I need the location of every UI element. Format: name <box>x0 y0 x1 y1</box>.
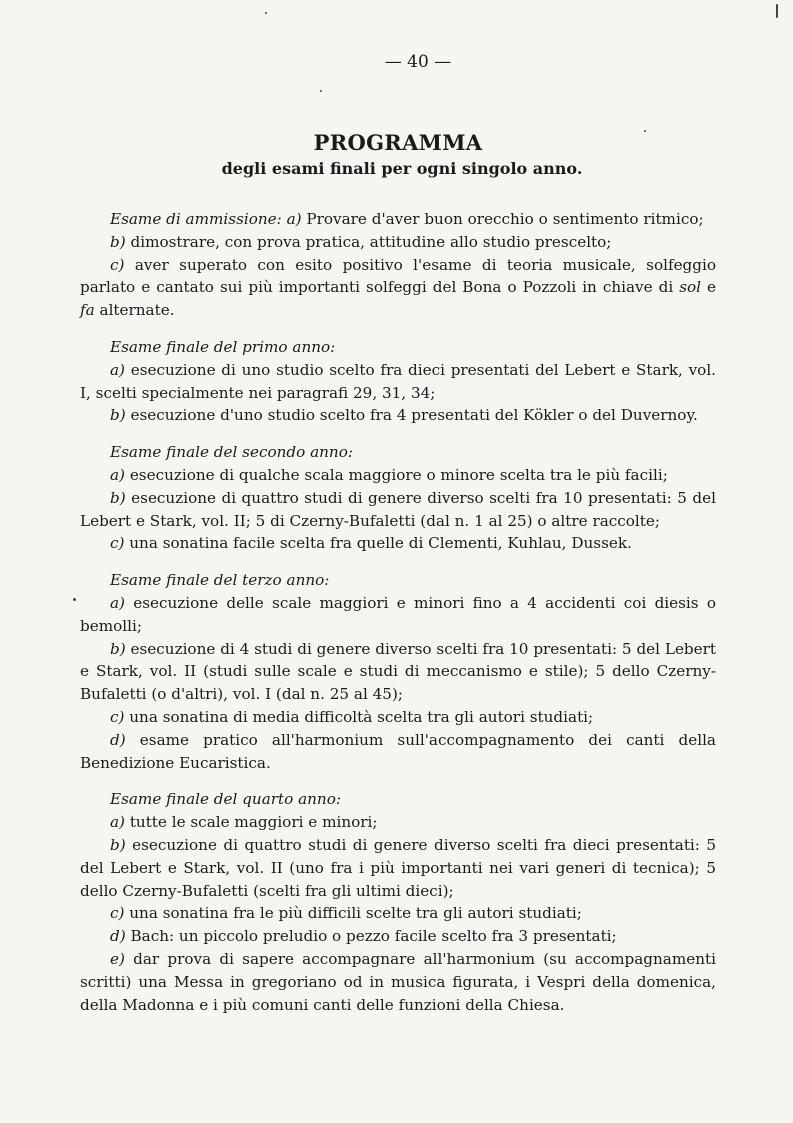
item-text: Bach: un piccolo preludio o pezzo facile scelto fra 3 presentati; <box>130 927 617 946</box>
item-marker: e) <box>110 949 125 968</box>
item-marker: b) <box>110 232 126 251</box>
item-marker: a) <box>110 593 125 612</box>
scan-speck <box>320 90 322 92</box>
paragraph <box>80 592 716 638</box>
item-emphasis: fa <box>80 301 95 320</box>
item-text: esecuzione di uno studio scelto fra dieci presentati del Lebert e Stark, vol. I, scelti specialmente nei paragrafi 29, 31, 34; <box>80 360 717 402</box>
item-text: dimostrare, con prova pratica, attitudine allo studio prescelto; <box>130 232 612 251</box>
section-label: Esame finale del primo anno: <box>110 337 336 356</box>
item-marker: b) <box>110 406 126 425</box>
item-marker: a) <box>110 813 125 832</box>
paragraph <box>80 464 716 487</box>
paragraph <box>80 706 716 729</box>
item-text: una sonatina di media difficoltà scelta tra gli autori studiati; <box>129 707 594 726</box>
section-primo-anno <box>80 336 716 427</box>
item-text: dar prova di sapere accompagnare all'harmonium (su accompagnamenti scritti) una Messa in gregoriano od in musica figurata, i Vespri della domenica, della Madonna e i più comuni canti delle funzioni della Chiesa. <box>80 949 716 1014</box>
item-marker: a) <box>286 210 302 228</box>
item-text: una sonatina facile scelta fra quelle di Clementi, Kuhlau, Dussek. <box>129 534 632 553</box>
paragraph <box>80 254 716 322</box>
paragraph <box>80 404 716 427</box>
paragraph <box>80 231 716 254</box>
paragraph <box>80 902 716 925</box>
section-heading <box>80 336 716 359</box>
item-marker: c) <box>110 904 125 923</box>
item-marker: d) <box>110 927 126 946</box>
item-text: esecuzione d'uno studio scelto fra 4 presentati del Kökler o del Duvernoy. <box>130 406 698 425</box>
paragraph <box>80 948 716 1016</box>
item-marker: b) <box>110 835 126 854</box>
page-number: — 40 — <box>384 52 452 72</box>
paragraph <box>80 729 716 775</box>
item-marker: c) <box>110 534 125 553</box>
section-heading <box>80 788 716 811</box>
paragraph <box>80 208 716 231</box>
paragraph <box>80 638 716 706</box>
section-label: Esame finale del secondo anno: <box>110 443 353 462</box>
paragraph <box>80 811 716 834</box>
item-text: esecuzione di 4 studi di genere diverso scelti fra 10 presentati: 5 del Lebert e Stark, vol. II (studi sulle scale e studi di meccanismo e stile); 5 dello Czerny-Bufaletti (o d'altri), vol. I (dal n. 25 al 45); <box>80 639 717 704</box>
section-label: Esame di ammissione: <box>110 210 282 228</box>
paragraph <box>80 834 716 902</box>
item-text: esecuzione di quattro studi di genere diverso scelti fra 10 presentati: 5 del Lebert e Stark, vol. II; 5 di Czerny-Bufaletti (dal n. 1 al 25) o altre raccolte; <box>80 488 716 530</box>
paragraph <box>80 925 716 948</box>
item-marker: d) <box>110 730 126 749</box>
scan-speck <box>73 598 76 601</box>
scan-speck <box>776 4 778 18</box>
paragraph <box>80 359 716 405</box>
item-text: esecuzione di qualche scala maggiore o minore scelta tra le più facili; <box>129 465 668 484</box>
item-text: e <box>707 278 717 297</box>
item-text: Provare d'aver buon orecchio o sentimento ritmico; <box>306 210 704 228</box>
item-text: esecuzione di quattro studi di genere diverso scelti fra dieci presentati: 5 del Lebert e Stark, vol. II (uno fra i più importanti nei vari generi di tecnica); 5 dello Czerny-Bufaletti (scelti fra gli ultimi dieci); <box>80 835 717 900</box>
section-heading <box>80 569 716 592</box>
paragraph <box>80 532 716 555</box>
item-marker: a) <box>110 465 125 484</box>
item-text: aver superato con esito positivo l'esame di teoria musicale, solfeggio parlato e cantato sui più importanti solfeggi del Bona o Pozzoli in chiave di <box>80 255 717 297</box>
scan-speck <box>644 130 646 132</box>
scan-speck <box>265 12 267 14</box>
page-title: PROGRAMMA <box>313 130 483 155</box>
item-marker: c) <box>110 255 125 274</box>
item-marker: c) <box>110 707 125 726</box>
item-text: alternate. <box>99 301 175 320</box>
item-text: esame pratico all'harmonium sull'accompagnamento dei canti della Benedizione Eucaristica. <box>80 730 716 772</box>
paragraph <box>80 487 716 533</box>
section-terzo-anno <box>80 569 716 774</box>
section-label: Esame finale del quarto anno: <box>110 790 341 809</box>
section-quarto-anno <box>80 788 716 1016</box>
item-text: una sonatina fra le più difficili scelte tra gli autori studiati; <box>129 904 582 923</box>
section-secondo-anno <box>80 441 716 555</box>
item-marker: a) <box>110 360 125 379</box>
page-subtitle: degli esami finali per ogni singolo anno. <box>221 159 583 178</box>
section-label: Esame finale del terzo anno: <box>110 571 330 590</box>
item-marker: b) <box>110 488 126 507</box>
item-text: tutte le scale maggiori e minori; <box>129 813 378 832</box>
document-page <box>80 52 716 1016</box>
item-marker: b) <box>110 639 126 658</box>
item-text: esecuzione delle scale maggiori e minori fino a 4 accidenti coi diesis o bemolli; <box>80 593 716 635</box>
section-heading <box>80 441 716 464</box>
item-emphasis: sol <box>679 278 702 297</box>
section-ammissione <box>80 208 716 322</box>
